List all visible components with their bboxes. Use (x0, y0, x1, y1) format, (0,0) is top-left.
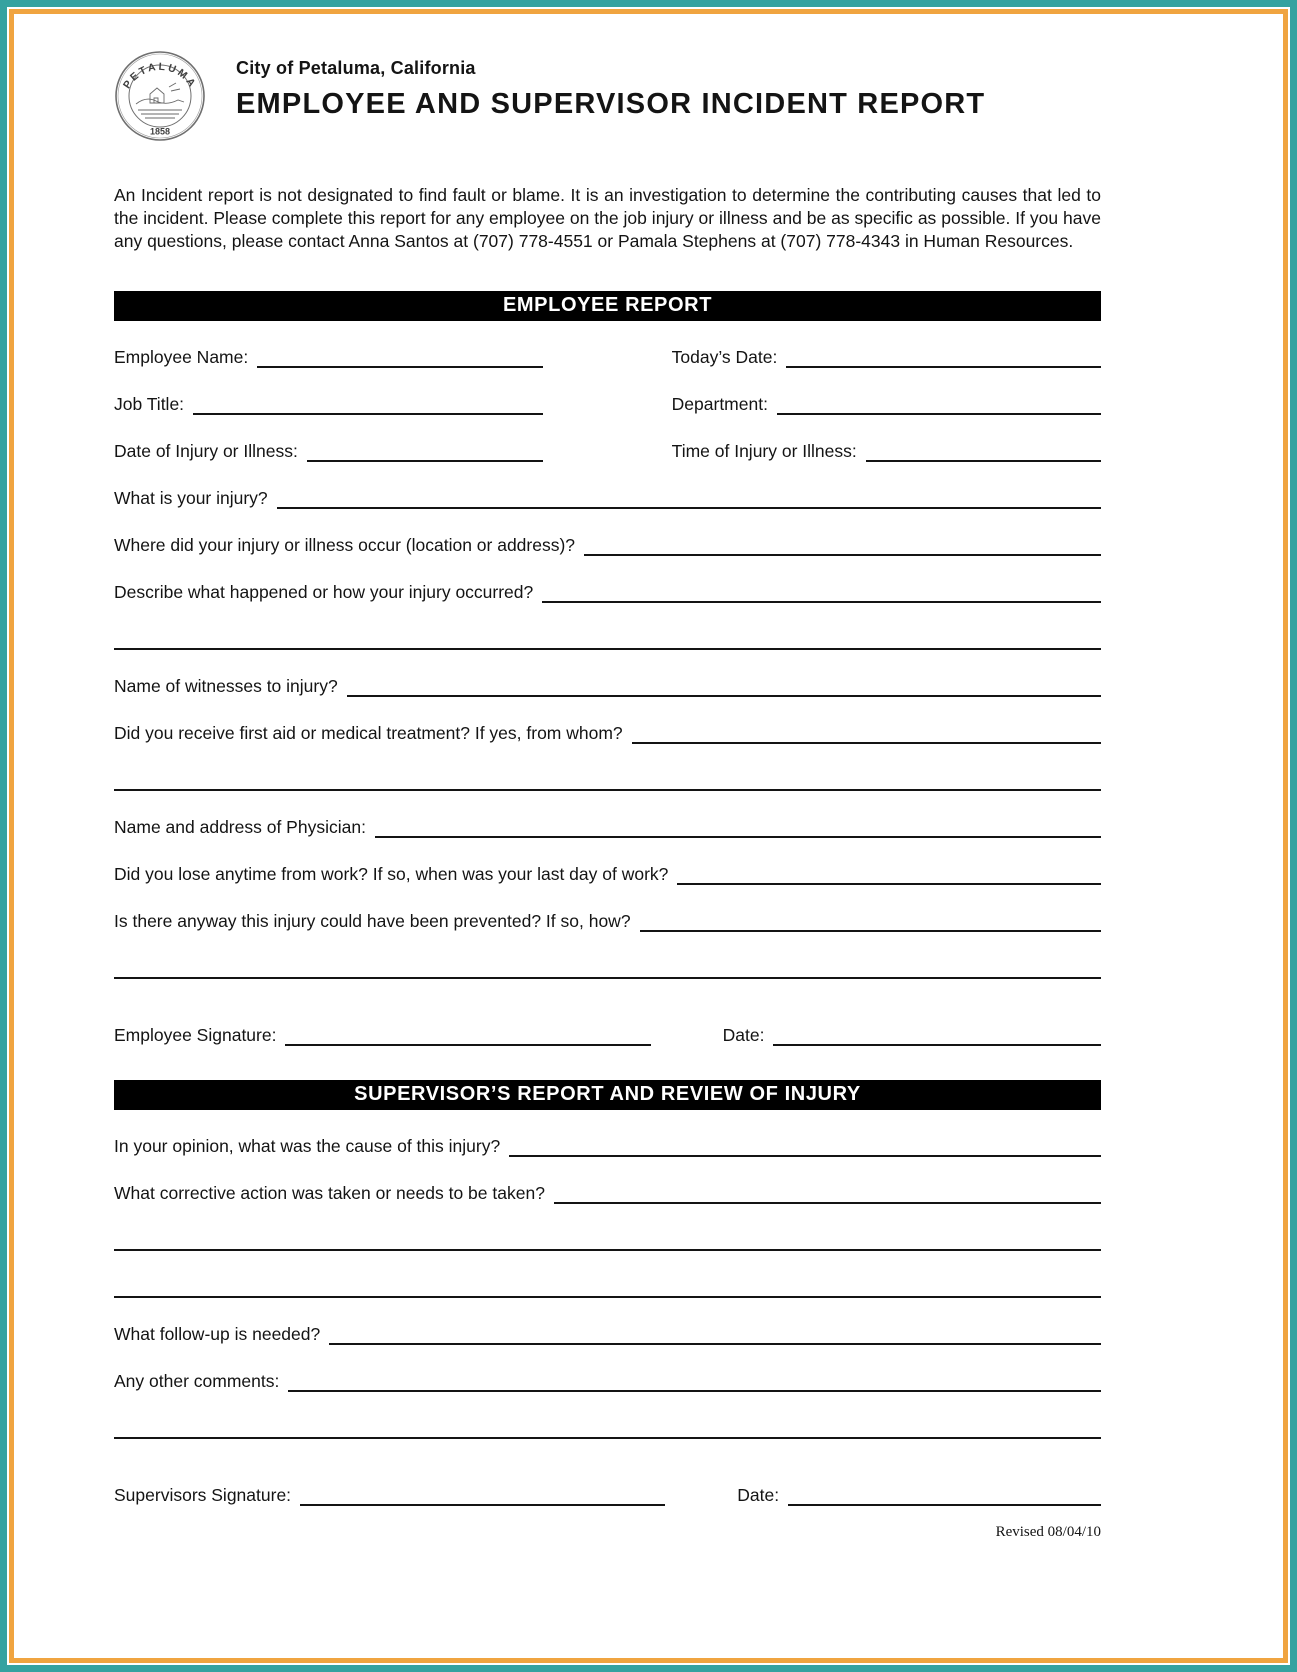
form-row-first-aid (114, 723, 1101, 744)
form-row-what-injury (114, 488, 1101, 509)
job-title-line (193, 394, 543, 415)
employee-date-line (773, 1025, 1101, 1046)
header-text-block (236, 50, 985, 121)
what-injury-line (277, 488, 1101, 509)
employee-name-line (257, 347, 543, 368)
follow-up-label: What follow-up is needed? (114, 1324, 321, 1345)
physician-label: Name and address of Physician: (114, 817, 366, 838)
prevented-line (640, 911, 1101, 932)
where-occur-label: Where did your injury or illness occur (location or address)? (114, 535, 576, 556)
field-employee-name (114, 347, 543, 368)
seal-emblem-illustration (136, 83, 184, 118)
form-row-corrective-action (114, 1183, 1101, 1204)
injury-time-label: Time of Injury or Illness: (671, 441, 857, 462)
continuation-answer-line (114, 958, 1101, 979)
follow-up-line (329, 1324, 1101, 1345)
field-injury-time (672, 441, 1101, 462)
seal-year: 1858 (149, 126, 171, 137)
intro-paragraph: An Incident report is not designated to find fault or blame. It is an investigation to determine the contributing causes that led to the incident. Please complete this report for any employee on the job injury or illness and be as specific as possible. If you have any questions, please contact Anna Santos at (707) 778-4551 or Pamala Stephens at (707) 778-4343 in Human Resources. (114, 185, 1101, 252)
describe-happened-label: Describe what happened or how your injury occurred? (114, 582, 534, 603)
other-comments-line (288, 1371, 1101, 1392)
form-row-prevented (114, 911, 1101, 932)
form-row-injury-date-time (114, 441, 1101, 462)
physician-line (375, 817, 1101, 838)
lost-time-label: Did you lose anytime from work? If so, when was your last day of work? (114, 864, 669, 885)
other-comments-label: Any other comments: (114, 1371, 280, 1392)
where-occur-line (584, 535, 1101, 556)
form-row-where-occur (114, 535, 1101, 556)
first-aid-label: Did you receive first aid or medical treatment? If yes, from whom? (114, 723, 623, 744)
supervisor-date-line (788, 1485, 1101, 1506)
form-row-physician (114, 817, 1101, 838)
supervisor-signature-label: Supervisors Signature: (114, 1485, 292, 1506)
injury-date-line (307, 441, 544, 462)
witnesses-label: Name of witnesses to injury? (114, 676, 338, 697)
employee-date-label: Date: (722, 1025, 765, 1046)
injury-time-line (866, 441, 1101, 462)
corrective-action-label: What corrective action was taken or needs to be taken? (114, 1183, 545, 1204)
what-injury-label: What is your injury? (114, 488, 268, 509)
prevented-label: Is there anyway this injury could have been prevented? If so, how? (114, 911, 631, 932)
form-row-lost-time (114, 864, 1101, 885)
form-row-other-comments (114, 1371, 1101, 1392)
continuation-answer-line (114, 1230, 1101, 1251)
form-row-cause-opinion (114, 1136, 1101, 1157)
supervisor-report-section-bar: SUPERVISOR’S REPORT AND REVIEW OF INJURY (114, 1080, 1101, 1110)
seal-arc-text: PETALUMA (120, 60, 200, 91)
form-row-describe-happened (114, 582, 1101, 603)
department-label: Department: (671, 394, 768, 415)
employee-signature-label: Employee Signature: (114, 1025, 277, 1046)
continuation-answer-line (114, 629, 1101, 650)
document-header (114, 50, 1101, 142)
employee-name-label: Employee Name: (114, 347, 249, 368)
revision-note: Revised 08/04/10 (995, 1524, 1101, 1541)
job-title-label: Job Title: (114, 394, 185, 415)
employee-signature-line (285, 1025, 650, 1046)
todays-date-label: Today’s Date: (671, 347, 778, 368)
continuation-answer-line (114, 1277, 1101, 1298)
field-department (672, 394, 1101, 415)
supervisor-date-label: Date: (737, 1485, 780, 1506)
witnesses-line (347, 676, 1101, 697)
supervisor-signature-line (300, 1485, 665, 1506)
field-job-title (114, 394, 543, 415)
document-page (14, 14, 1283, 1658)
petaluma-seal-graphic (114, 50, 206, 142)
form-row-follow-up (114, 1324, 1101, 1345)
city-name: City of Petaluma, California (236, 58, 476, 78)
employee-signature-row (114, 1025, 1101, 1046)
svg-text:PETALUMA (121, 61, 199, 91)
cause-opinion-line (509, 1136, 1101, 1157)
continuation-answer-line (114, 770, 1101, 791)
field-todays-date (672, 347, 1101, 368)
form-row-name-date (114, 347, 1101, 368)
document-title: EMPLOYEE AND SUPERVISOR INCIDENT REPORT (236, 88, 986, 120)
corrective-action-line (554, 1183, 1101, 1204)
department-line (777, 394, 1101, 415)
page-frame-inner (9, 9, 1288, 1663)
cause-opinion-label: In your opinion, what was the cause of this injury? (114, 1136, 501, 1157)
city-seal (114, 50, 206, 142)
describe-happened-line (542, 582, 1101, 603)
supervisor-signature-row (114, 1485, 1101, 1506)
continuation-answer-line (114, 1418, 1101, 1439)
todays-date-line (786, 347, 1101, 368)
lost-time-line (677, 864, 1101, 885)
form-row-title-department (114, 394, 1101, 415)
employee-report-section-bar: EMPLOYEE REPORT (114, 291, 1101, 321)
injury-date-label: Date of Injury or Illness: (114, 441, 298, 462)
form-row-witnesses (114, 676, 1101, 697)
first-aid-line (632, 723, 1101, 744)
field-injury-date (114, 441, 543, 462)
